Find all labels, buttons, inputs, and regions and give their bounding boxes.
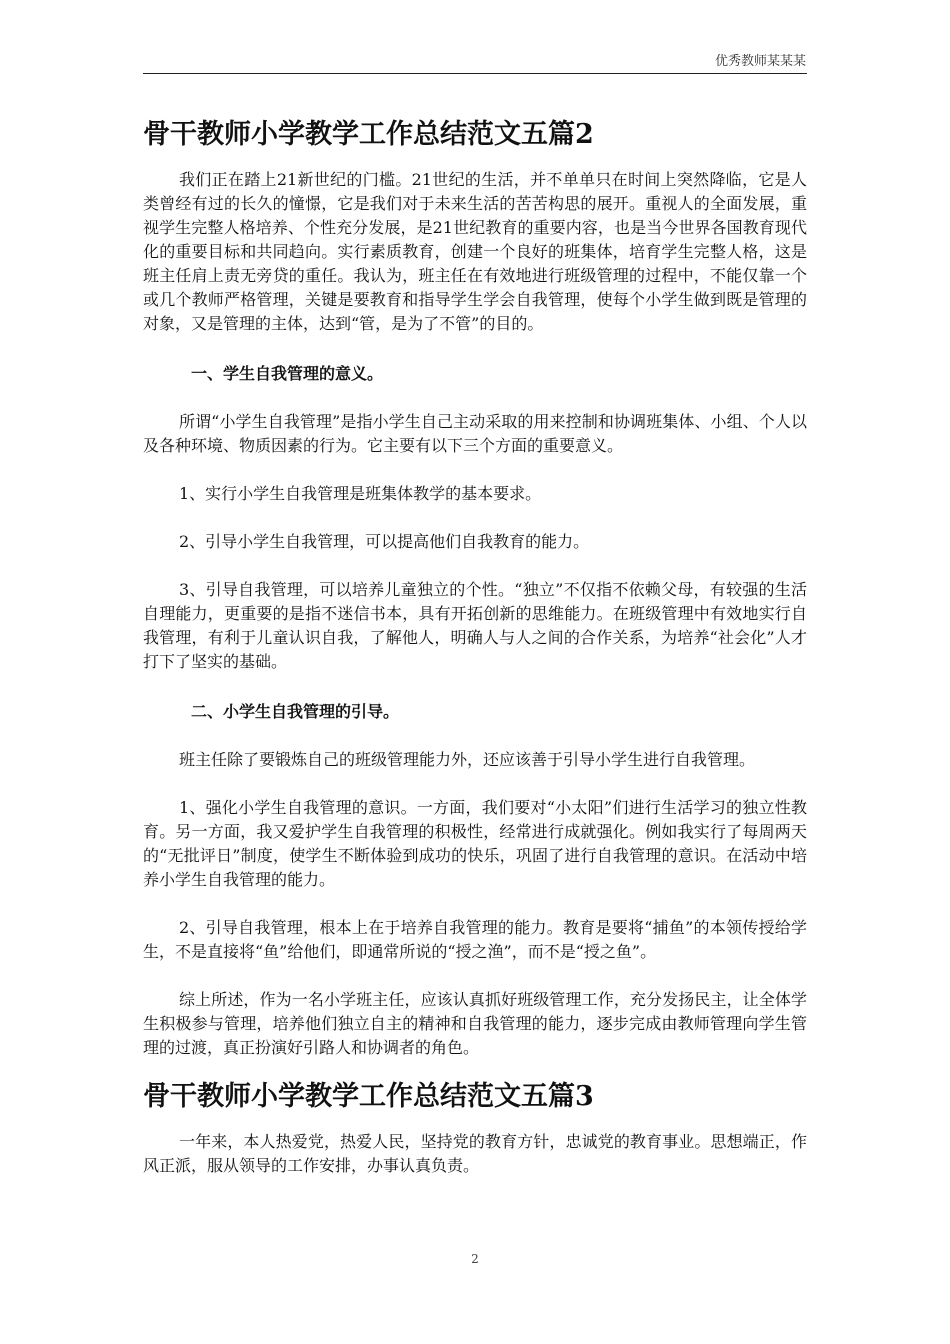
paragraph-point-2: 2、引导小学生自我管理，可以提高他们自我教育的能力。	[179, 532, 590, 551]
document-body	[143, 112, 807, 1178]
section-title-2: 骨干教师小学教学工作总结范文五篇2	[143, 119, 594, 150]
paragraph-point-3: 3、引导自我管理，可以培养儿童独立的个性。“独立”不仅指不依赖父母，有较强的生活自理能力，更重要的是指不迷信书本，具有开拓创新的思维能力。在班级管理中有效地实行自我管理，有利于儿童认识自我，了解他人，明确人与人之间的合作关系，为培养“社会化”人才打下了坚实的基础。	[143, 580, 807, 671]
paragraph-summary: 综上所述，作为一名小学班主任，应该认真抓好班级管理工作，充分发扬民主，让全体学生积极参与管理，培养他们独立自主的精神和自我管理的能力，逐步完成由教师管理向学生管理的过渡，真正扮演好引路人和协调者的角色。	[143, 990, 807, 1057]
page-number: 2	[471, 1252, 479, 1266]
page-header-text: 优秀教师某某某	[714, 54, 806, 69]
header-divider	[143, 73, 807, 74]
heading-self-management-meaning: 一、学生自我管理的意义。	[191, 364, 384, 383]
paragraph-guidance-1: 1、强化小学生自我管理的意识。一方面，我们要对“小太阳”们进行生活学习的独立性教育。另一方面，我又爱护学生自我管理的积极性，经常进行成就强化。例如我实行了每周两天的“无批评日”制度，使学生不断体验到成功的快乐，巩固了进行自我管理的意识。在活动中培养小学生自我管理的能力。	[143, 798, 807, 889]
paragraph-guidance-2: 2、引导自我管理，根本上在于培养自我管理的能力。教育是要将“捕鱼”的本领传授给学生，不是直接将“鱼”给他们，即通常所说的“授之渔”，而不是“授之鱼”。	[143, 918, 807, 961]
paragraph-intro: 我们正在踏上21新世纪的门槛。21世纪的生活，并不单单只在时间上突然降临，它是人类曾经有过的长久的憧憬，它是我们对于未来生活的苦苦构思的展开。重视人的全面发展，重视学生完整人格培养、个性充分发展，是21世纪教育的重要内容，也是当今世界各国教育现代化的重要目标和共同趋向。实行素质教育，创建一个良好的班集体，培育学生完整人格，这是班主任肩上责无旁贷的重任。我认为，班主任在有效地进行班级管理的过程中，不能仅靠一个或几个教师严格管理，关键是要教育和指导学生学会自我管理，使每个小学生做到既是管理的对象，又是管理的主体，达到“管，是为了不管”的目的。	[143, 170, 807, 333]
paragraph-guidance-intro: 班主任除了要锻炼自己的班级管理能力外，还应该善于引导小学生进行自我管理。	[179, 750, 756, 769]
paragraph-section3-intro: 一年来，本人热爱党，热爱人民，坚持党的教育方针，忠诚党的教育事业。思想端正，作风正派，服从领导的工作安排，办事认真负责。	[143, 1132, 807, 1175]
paragraph-point-1: 1、实行小学生自我管理是班集体教学的基本要求。	[179, 484, 542, 503]
paragraph-definition: 所谓“小学生自我管理”是指小学生自己主动采取的用来控制和协调班集体、小组、个人以及各种环境、物质因素的行为。它主要有以下三个方面的重要意义。	[143, 412, 807, 455]
section-title-3: 骨干教师小学教学工作总结范文五篇3	[143, 1081, 594, 1112]
heading-self-management-guidance: 二、小学生自我管理的引导。	[191, 702, 400, 721]
